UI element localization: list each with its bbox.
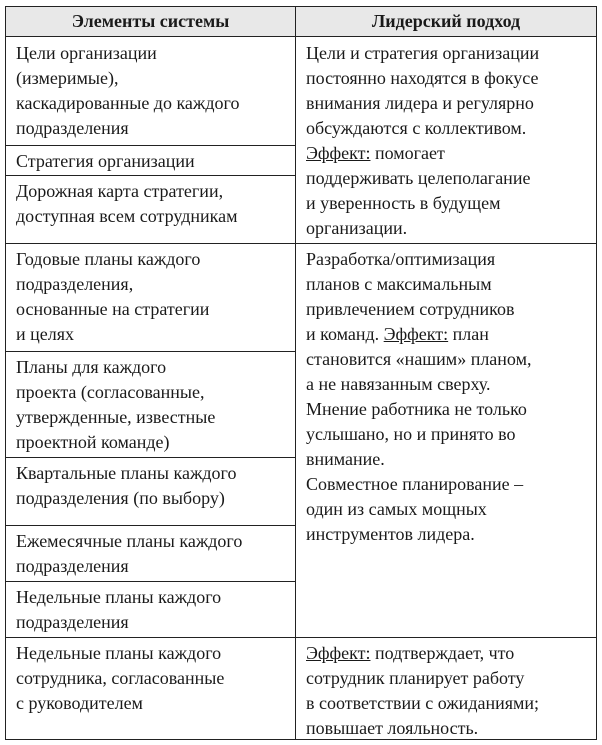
header-elements: Элементы системы	[6, 7, 296, 37]
left-cell-roadmap: Дорожная карта стратегии, доступная всем сотрудникам	[6, 175, 296, 243]
right-cell-loyalty	[296, 637, 596, 739]
left-cell-annual-plans: Годовые планы каждого подразделения, основанные на стратегии и целях	[6, 243, 296, 351]
left-cell-weekly-employee-plans: Недельные планы каждого сотрудника, согласованные с руководителем	[6, 637, 296, 739]
left-cell-weekly-dept-plans: Недельные планы каждого подразделения	[6, 581, 296, 637]
effect-text: помогает поддерживать целеполагание и уверенность в будущем организации.	[306, 143, 531, 238]
right-cell-goals-focus	[296, 37, 596, 243]
effect-label: Эффект:	[306, 643, 371, 663]
effect-text: план становится «нашим» планом, а не навязанным сверху. Мнение работника не только услышано, но и принято во внимание. Совместное планирование – один из самых мощных инструментов лидера.	[306, 324, 532, 544]
effect-label: Эффект:	[306, 143, 371, 163]
right-text: Цели и стратегия организации постоянно находятся в фокусе внимания лидера и регулярно обсуждаются с коллективом.	[306, 43, 540, 138]
effect-label: Эффект:	[383, 324, 449, 344]
left-cell-goals: Цели организации (измеримые), каскадированные до каждого подразделения	[6, 37, 296, 145]
strategy-table	[5, 6, 597, 740]
left-cell-project-plans: Планы для каждого проекта (согласованные, утвержденные, известные проектной команде)	[6, 351, 296, 457]
left-cell-monthly-plans: Ежемесячные планы каждого подразделения	[6, 525, 296, 581]
left-cell-quarterly-plans: Квартальные планы каждого подразделения (по выбору)	[6, 457, 296, 525]
right-text: Разработка/оптимизация планов с максимальным привлечением сотрудников и команд.	[306, 249, 515, 344]
right-cell-joint-planning	[296, 243, 596, 637]
header-leader-approach: Лидерский подход	[296, 7, 596, 37]
effect-text: подтверждает, что сотрудник планирует работу в соответствии с ожиданиями; повышает лояльность.	[306, 643, 540, 738]
left-cell-strategy: Стратегия организации	[6, 145, 296, 175]
